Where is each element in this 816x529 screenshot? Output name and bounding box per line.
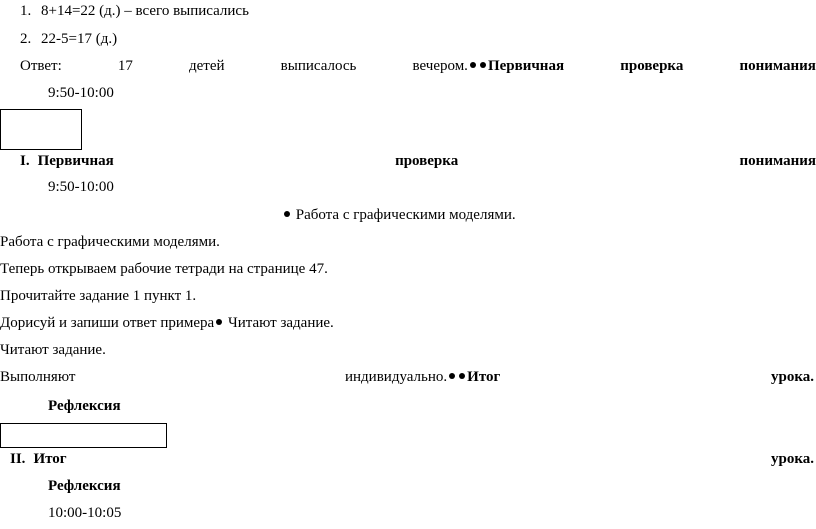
bullet-icon bbox=[459, 373, 465, 379]
answer-word: детей bbox=[189, 58, 225, 74]
section-2-time: 10:00-10:05 bbox=[48, 505, 122, 521]
answer-bold-word: Первичная bbox=[487, 58, 565, 74]
reflection-label: Рефлексия bbox=[48, 398, 121, 414]
answer-word: выписалось bbox=[280, 58, 357, 74]
perform-left: Выполняют bbox=[0, 369, 76, 385]
paragraph bbox=[0, 314, 334, 332]
section-1-heading bbox=[20, 152, 816, 170]
paragraph: Читают задание. bbox=[0, 342, 106, 358]
perform-right: урока. bbox=[770, 369, 814, 385]
bullet-icon bbox=[216, 319, 222, 325]
section-word: Итог bbox=[33, 451, 67, 467]
bullet-item bbox=[282, 206, 516, 224]
list-number: 1. bbox=[20, 3, 32, 19]
section-1-first bbox=[20, 152, 114, 170]
paragraph-text: Дорисуй и запиши ответ примера bbox=[0, 315, 215, 331]
section-numeral: I. bbox=[20, 153, 30, 169]
paragraph: Работа с графическими моделями. bbox=[0, 234, 220, 250]
section-word: проверка bbox=[395, 153, 459, 169]
answer-line bbox=[20, 57, 816, 75]
paragraph-tail: Читают задание. bbox=[227, 315, 334, 331]
section-numeral: II. bbox=[10, 451, 26, 467]
section-word: понимания bbox=[739, 153, 816, 169]
time-label: 9:50-10:00 bbox=[48, 85, 114, 101]
list-item-1 bbox=[20, 2, 249, 20]
perform-middle bbox=[345, 368, 500, 386]
section-word: Первичная bbox=[37, 153, 114, 169]
answer-bold-word: проверка bbox=[620, 58, 684, 74]
bullet-item-text: Работа с графическими моделями. bbox=[295, 207, 516, 223]
answer-bold-word: понимания bbox=[739, 58, 816, 74]
section-2-right: урока. bbox=[770, 451, 814, 467]
list-item-2 bbox=[20, 30, 117, 48]
empty-frame bbox=[0, 423, 167, 448]
section-1-time: 9:50-10:00 bbox=[48, 179, 114, 195]
paragraph: Теперь открываем рабочие тетради на странице 47. bbox=[0, 261, 328, 277]
bullet-icon bbox=[449, 373, 455, 379]
bullet-icon bbox=[470, 62, 476, 68]
answer-tail-text: вечером. bbox=[412, 58, 468, 74]
answer-word: Ответ: bbox=[20, 58, 62, 74]
list-text: 8+14=22 (д.) – всего выписались bbox=[41, 3, 249, 19]
list-text: 22-5=17 (д.) bbox=[41, 31, 118, 47]
bullet-icon bbox=[480, 62, 486, 68]
section-2-reflection: Рефлексия bbox=[48, 478, 121, 494]
empty-frame bbox=[0, 109, 82, 150]
bullet-icon bbox=[284, 211, 290, 217]
paragraph: Прочитайте задание 1 пункт 1. bbox=[0, 288, 197, 304]
answer-word: 17 bbox=[117, 58, 133, 74]
perform-bold: Итог bbox=[467, 369, 501, 385]
section-2-heading bbox=[10, 450, 67, 468]
list-number: 2. bbox=[20, 31, 32, 47]
perform-middle-text: индивидуально. bbox=[345, 369, 448, 385]
answer-tail bbox=[413, 57, 565, 75]
